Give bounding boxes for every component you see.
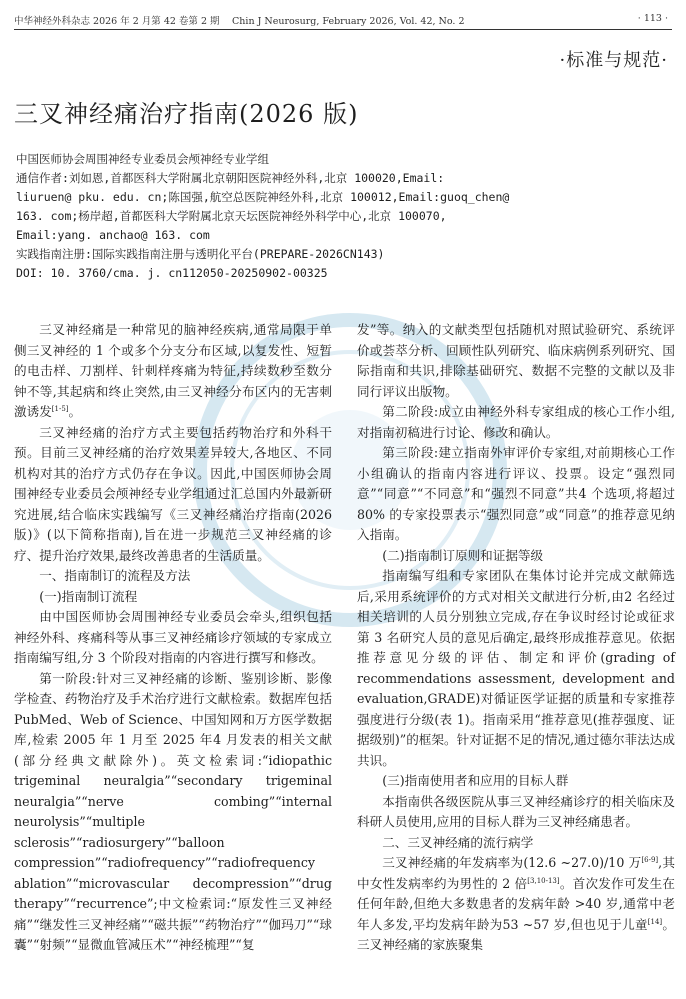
citation: [6-9] — [641, 856, 659, 864]
registration-line: 实践指南注册:国际实践指南注册与透明化平台(PREPARE-2026CN143) — [16, 247, 385, 261]
section-heading: 一、指南制订的流程及方法 — [39, 568, 191, 583]
correspondence-line-2: liuruen@ pku. edu. cn;陈国强,航空总医院神经外科,北京 100012,Email:guoq_chen@ — [16, 190, 510, 204]
running-header — [14, 11, 672, 30]
doi-line: DOI: 10. 3760/cma. j. cn112050-20250902-00325 — [16, 266, 328, 280]
subsection-heading: (一)指南制订流程 — [39, 588, 138, 604]
article-title: 三叉神经痛治疗指南(2026 版) — [14, 100, 359, 128]
section-label: ·标准与规范· — [559, 50, 668, 71]
paragraph: 第二阶段:成立由神经外科专家组成的核心工作小组,对指南初稿进行讨论、修改和确认。 — [357, 404, 675, 440]
journal-citation: 中华神经外科杂志 2026 年 2 月第 42 卷第 2 期 Chin J Neurosurg, February 2026, Vol. 42, No. 2 — [14, 16, 465, 27]
left-column — [14, 320, 332, 956]
correspondence-line-1: 通信作者:刘如恩,首都医科大学附属北京朝阳医院神经外科,北京 100020,Email: — [16, 171, 445, 185]
paragraph: 指南编写组和专家团队在集体讨论并完成文献筛选后,采用系统评价的方式对相关文献进行分析,由2 名经过相关培训的人员分别独立完成,存在争议时经讨论或征求第 3 名研究人员的意见后确定,最终形成推荐意见。依据推荐意见分级的评估、制定和评价(grading of recommendations assessment, development and evaluation,GRADE)对循证医学证据的质量和专家推荐强度进行分级(表 1)。指南采用“推荐意见(推荐强度、证据级别)”的框架。针对证据不足的情况,通过德尔菲法达成共识。 — [357, 568, 675, 768]
paragraph: 三叉神经痛的治疗方式主要包括药物治疗和外科干预。目前三叉神经痛的治疗效果差异较大,各地区、不同机构对其的治疗方式仍存在争议。因此,中国医师协会周围神经专业委员会颅神经专业学组通过汇总国内外最新研究进展,结合临床实践编写《三叉神经痛治疗指南(2026 版)》(以下简称指南),旨在进一步规范三叉神经痛的诊疗、提升治疗效果,最终改善患者的生活质量。 — [14, 424, 332, 563]
citation: [3,10-13] — [527, 876, 560, 885]
paragraph: 三叉神经痛的年发病率为(12.6 ~27.0)/10 万[6-9],其中女性发病率约为男性的 2 倍[3,10-13]。首次发作可发生在任何年龄,但绝大多数患者的发病年龄 >40 岁,通常中老年人多发,平均发病年龄为53 ~57 岁,但也见于儿童[14]。三叉神经痛的家族聚集 — [357, 855, 675, 952]
right-column — [357, 320, 675, 956]
paragraph: 第一阶段:针对三叉神经痛的诊断、鉴别诊断、影像学检查、药物治疗及手术治疗进行文献检索。数据库包括 PubMed、Web of Science、中国知网和万方医学数据库,检索 2005 年 1 月至 2025 年4 月发表的相关文献(部分经典文献除外)。英文检索词:“idiopathic trigeminal neuralgia”“secondary trigeminal neuralgia”“nerve combing”“internal neurolysis”“multiple sclerosis”“radiosurgery”“balloon compression”“radiofrequency”“radiofrequency ablation”“microvascular decompression”“drug therapy”“recurrence”;中文检索词:“原发性三叉神经痛”“继发性三叉神经痛”“磁共振”“药物治疗”“伽玛刀”“球囊”“射频”“显微血管减压术”“神经梳理”“复 — [14, 670, 332, 952]
paragraph: 由中国医师协会周围神经专业委员会牵头,组织包括神经外科、疼痛科等从事三叉神经痛诊疗领域的专家成立指南编写组,分 3 个阶段对指南的内容进行撰写和修改。 — [14, 609, 332, 665]
subsection-heading: (二)指南制订原则和证据等级 — [382, 547, 544, 563]
group-line: 中国医师协会周围神经专业委员会颅神经专业学组 — [16, 152, 269, 166]
page-number: · 113 · — [637, 13, 668, 24]
correspondence-line-3: 163. com;杨岸超,首都医科大学附属北京天坛医院神经外科学中心,北京 100070, — [16, 209, 447, 223]
paragraph: 本指南供各级医院从事三叉神经痛诊疗的相关临床及科研人员使用,应用的目标人群为三叉神经痛患者。 — [357, 793, 675, 829]
section-heading: 二、三叉神经痛的流行病学 — [382, 834, 534, 850]
citation: [1-5] — [51, 405, 69, 413]
correspondence-line-4: Email:yang. anchao@ 163. com — [16, 228, 210, 242]
subsection-heading: (三)指南使用者和应用的目标人群 — [382, 773, 569, 788]
author-info — [16, 150, 656, 283]
paragraph: 发”等。纳入的文献类型包括随机对照试验研究、系统评价或荟萃分析、回顾性队列研究、临床病例系列研究、国际指南和共识,排除基础研究、数据不完整的文献以及非同行评议出版物。 — [357, 322, 675, 399]
paragraph: 第三阶段:建立指南外审评价专家组,对前期核心工作小组确认的指南内容进行评议、投票。设定“强烈同意”“同意”“不同意”和“强烈不同意”共4 个选项,将超过 80% 的专家投票表示“强烈同意”或“同意”的推荐意见纳入指南。 — [357, 445, 675, 542]
paragraph: 三叉神经痛是一种常见的脑神经疾病,通常局限于单侧三叉神经的 1 个或多个分支分布区域,以复发性、短暂的电击样、刀割样、针刺样疼痛为特征,持续数秒至数分钟不等,其起病和终止突然,由三叉神经分布区内的无害刺激诱发[1-5]。 — [14, 322, 332, 419]
citation: [14] — [647, 917, 663, 926]
